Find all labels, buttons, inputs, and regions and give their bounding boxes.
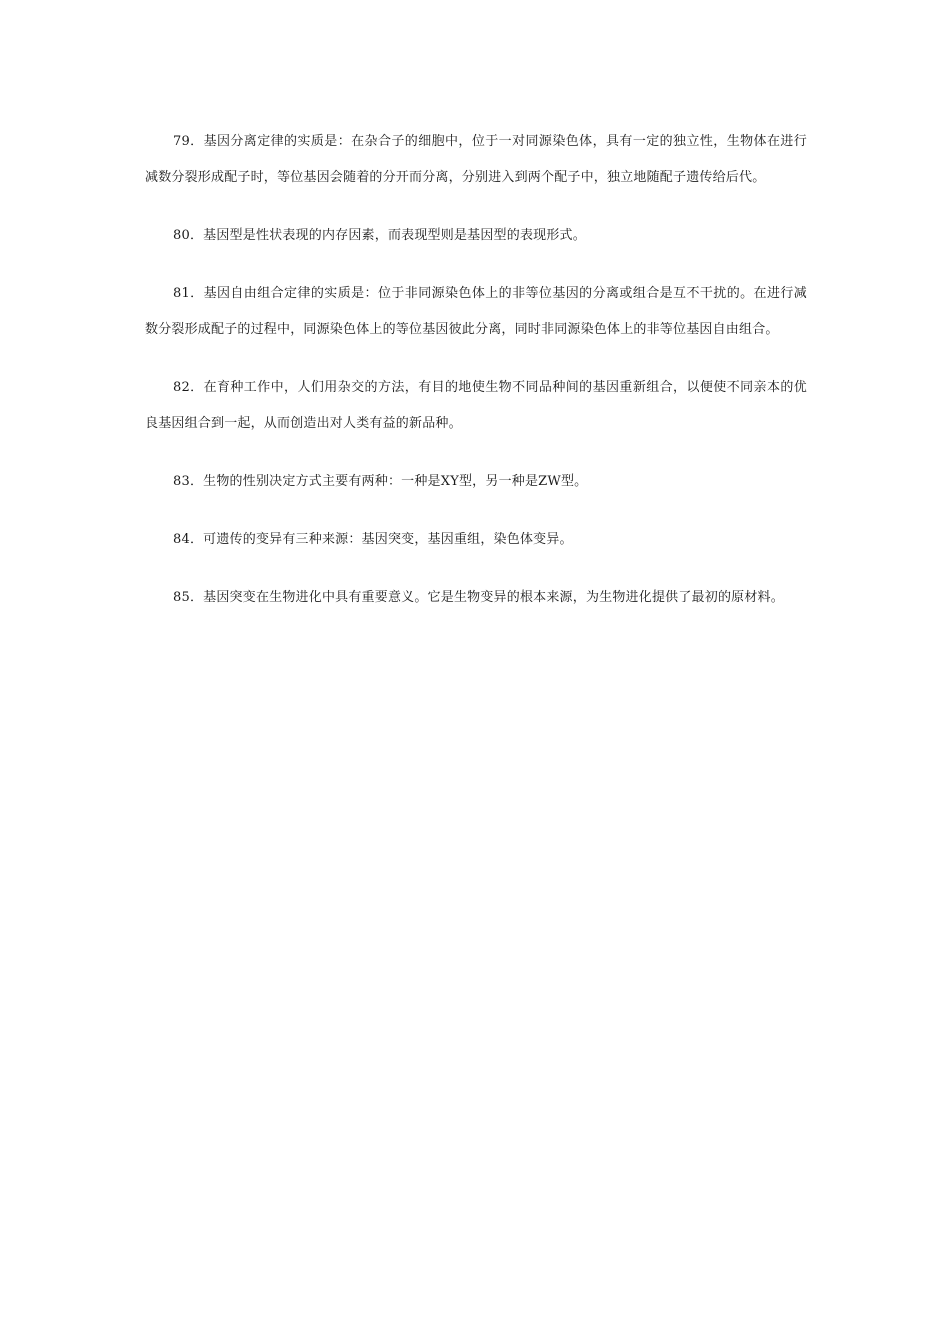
paragraph-81: 81．基因自由组合定律的实质是：位于非同源染色体上的非等位基因的分离或组合是互不干扰的。在进行减数分裂形成配子的过程中，同源染色体上的等位基因彼此分离，同时非同源染色体上的非等位基因自由组合。 bbox=[145, 286, 807, 337]
paragraph-85: 85．基因突变在生物进化中具有重要意义。它是生物变异的根本来源，为生物进化提供了最初的原材料。 bbox=[173, 590, 784, 605]
document-body bbox=[145, 124, 807, 638]
paragraph-83: 83．生物的性别决定方式主要有两种：一种是XY型，另一种是ZW型。 bbox=[173, 474, 588, 489]
paragraph-79: 79．基因分离定律的实质是：在杂合子的细胞中，位于一对同源染色体，具有一定的独立性，生物体在进行减数分裂形成配子时，等位基因会随着的分开而分离，分别进入到两个配子中，独立地随配子遗传给后代。 bbox=[145, 134, 807, 185]
paragraph-80: 80．基因型是性状表现的内存因素，而表现型则是基因型的表现形式。 bbox=[173, 228, 586, 243]
paragraph-82: 82．在育种工作中，人们用杂交的方法，有目的地使生物不同品种间的基因重新组合，以便使不同亲本的优良基因组合到一起，从而创造出对人类有益的新品种。 bbox=[145, 380, 807, 431]
paragraph-84: 84．可遗传的变异有三种来源：基因突变，基因重组，染色体变异。 bbox=[173, 532, 573, 547]
